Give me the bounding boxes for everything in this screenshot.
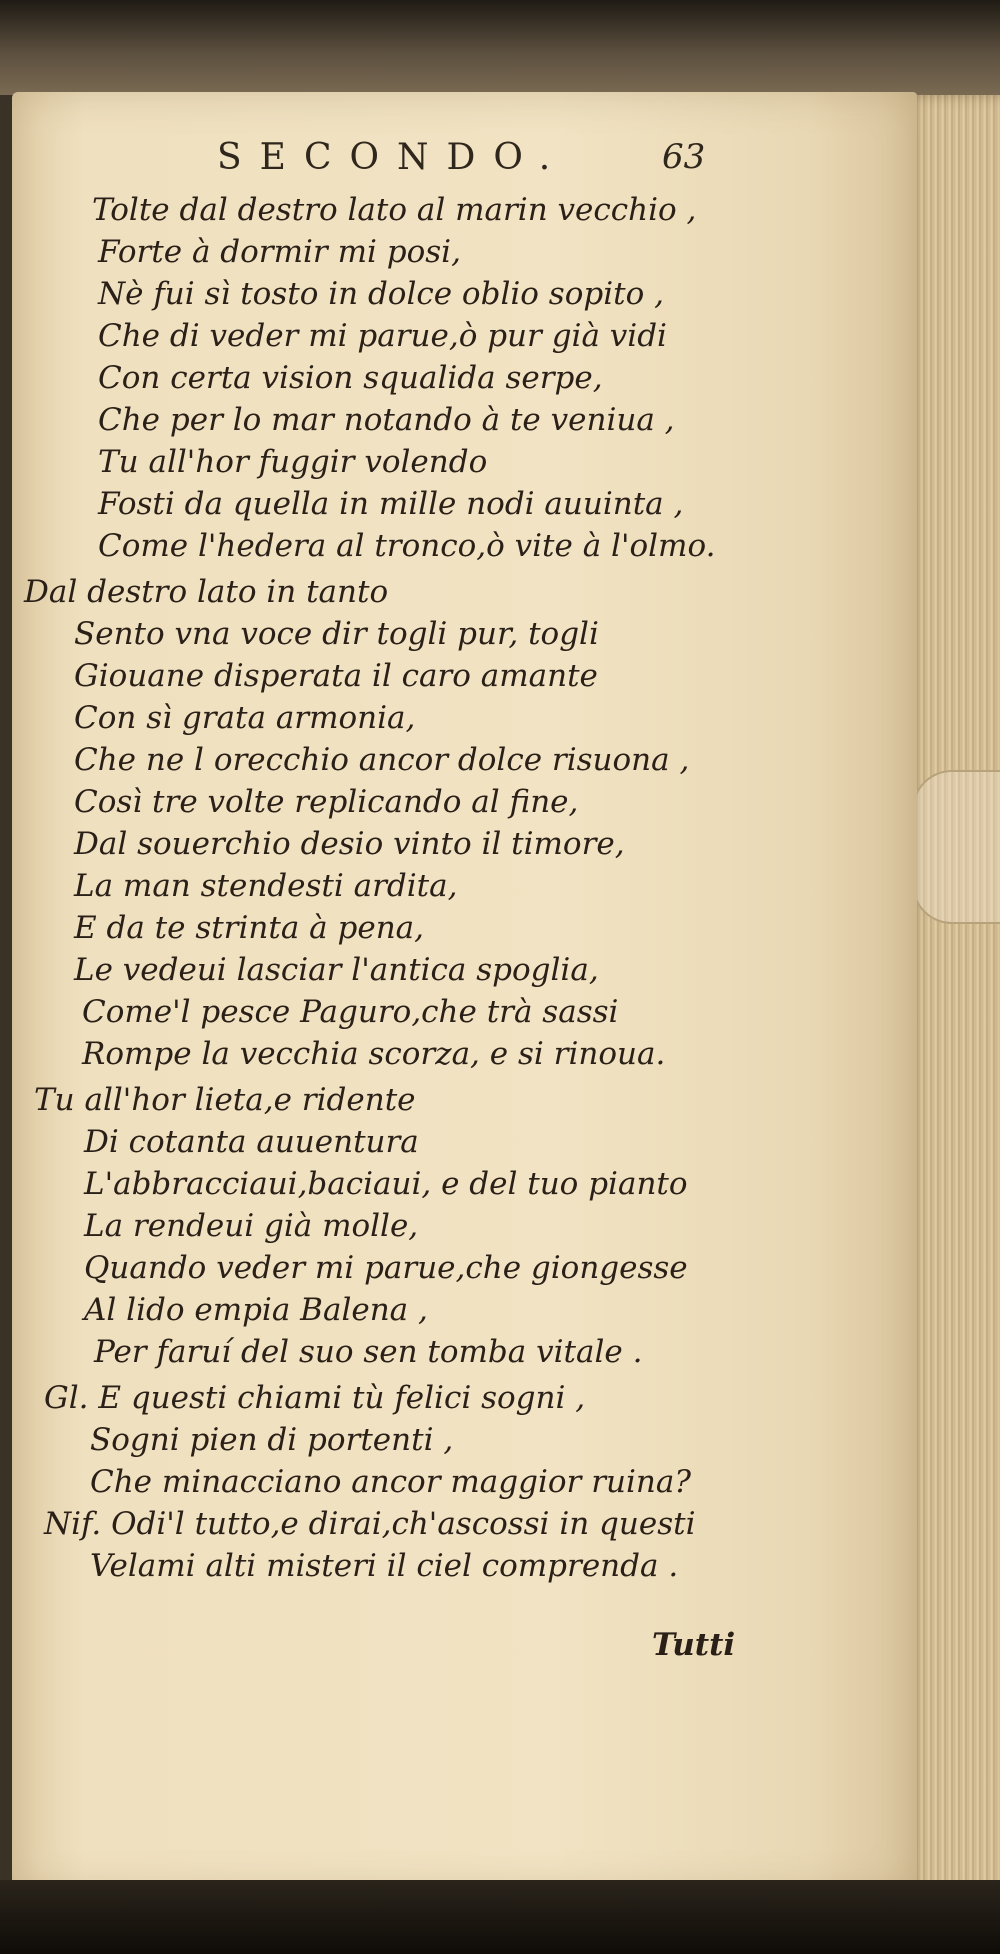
verse-line: Dal souerchio desio vinto il timore, bbox=[74, 826, 625, 862]
verse-line: Nè fui sì tosto in dolce oblio sopito , bbox=[98, 276, 664, 312]
verse-line: La man stendesti ardita, bbox=[74, 868, 458, 904]
verse-line: Con certa vision squalida serpe, bbox=[98, 360, 603, 396]
verse-line: Tu all'hor lieta,e ridente bbox=[34, 1082, 416, 1118]
verse-line: Che per lo mar notando à te veniua , bbox=[98, 402, 675, 438]
page-number: 63 bbox=[662, 137, 706, 177]
verse-line: Sogni pien di portenti , bbox=[90, 1422, 454, 1458]
verse-line: Tolte dal destro lato al marin vecchio , bbox=[92, 192, 697, 228]
book-page bbox=[12, 92, 917, 1892]
verse-line: Per faruí del suo sen tomba vitale . bbox=[94, 1334, 643, 1370]
verse-line: Come'l pesce Paguro,che trà sassi bbox=[82, 994, 619, 1030]
verse-line: Quando veder mi parue,che giongesse bbox=[84, 1250, 688, 1286]
verse-line: Nif. Odi'l tutto,e dirai,ch'ascossi in questi bbox=[44, 1506, 696, 1542]
verse-line: L'abbracciaui,baciaui, e del tuo pianto bbox=[84, 1166, 688, 1202]
verse-line: Fosti da quella in mille nodi auuinta , bbox=[98, 486, 684, 522]
verse-line: E da te strinta à pena, bbox=[74, 910, 425, 946]
verse-line: Sento vna voce dir togli pur, togli bbox=[74, 616, 599, 652]
page-clip bbox=[912, 770, 1000, 924]
verse-line: Forte à dormir mi posi, bbox=[98, 234, 461, 270]
catchword: Tutti bbox=[652, 1627, 736, 1663]
verse-line: Di cotanta auuentura bbox=[84, 1124, 419, 1160]
verse-line: Tu all'hor fuggir volendo bbox=[98, 444, 488, 480]
verse-line: Gl. E questi chiami tù felici sogni , bbox=[44, 1380, 586, 1416]
verse-line: La rendeui già molle, bbox=[84, 1208, 419, 1244]
verse-line: Al lido empia Balena , bbox=[84, 1292, 428, 1328]
verse-line: Con sì grata armonia, bbox=[74, 700, 416, 736]
verse-line: Così tre volte replicando al fine, bbox=[74, 784, 579, 820]
verse-line: Che ne l orecchio ancor dolce risuona , bbox=[74, 742, 690, 778]
verse-line: Che minacciano ancor maggior ruina? bbox=[90, 1464, 691, 1500]
verse-line: Giouane disperata il caro amante bbox=[74, 658, 598, 694]
page-text bbox=[12, 92, 917, 1892]
binding-shadow-bottom bbox=[0, 1880, 1000, 1954]
verse-line: Le vedeui lasciar l'antica spoglia, bbox=[74, 952, 599, 988]
running-header: SECONDO. bbox=[217, 137, 569, 178]
page-edges bbox=[905, 95, 1000, 1895]
verse-line: Velami alti misteri il ciel comprenda . bbox=[90, 1548, 679, 1584]
verse-line: Come l'hedera al tronco,ò vite à l'olmo. bbox=[98, 528, 716, 564]
verse-line: Che di veder mi parue,ò pur già vidi bbox=[98, 318, 667, 354]
verse-line: Dal destro lato in tanto bbox=[24, 574, 389, 610]
binding-shadow-top bbox=[0, 0, 1000, 95]
verse-line: Rompe la vecchia scorza, e si rinoua. bbox=[82, 1036, 666, 1072]
